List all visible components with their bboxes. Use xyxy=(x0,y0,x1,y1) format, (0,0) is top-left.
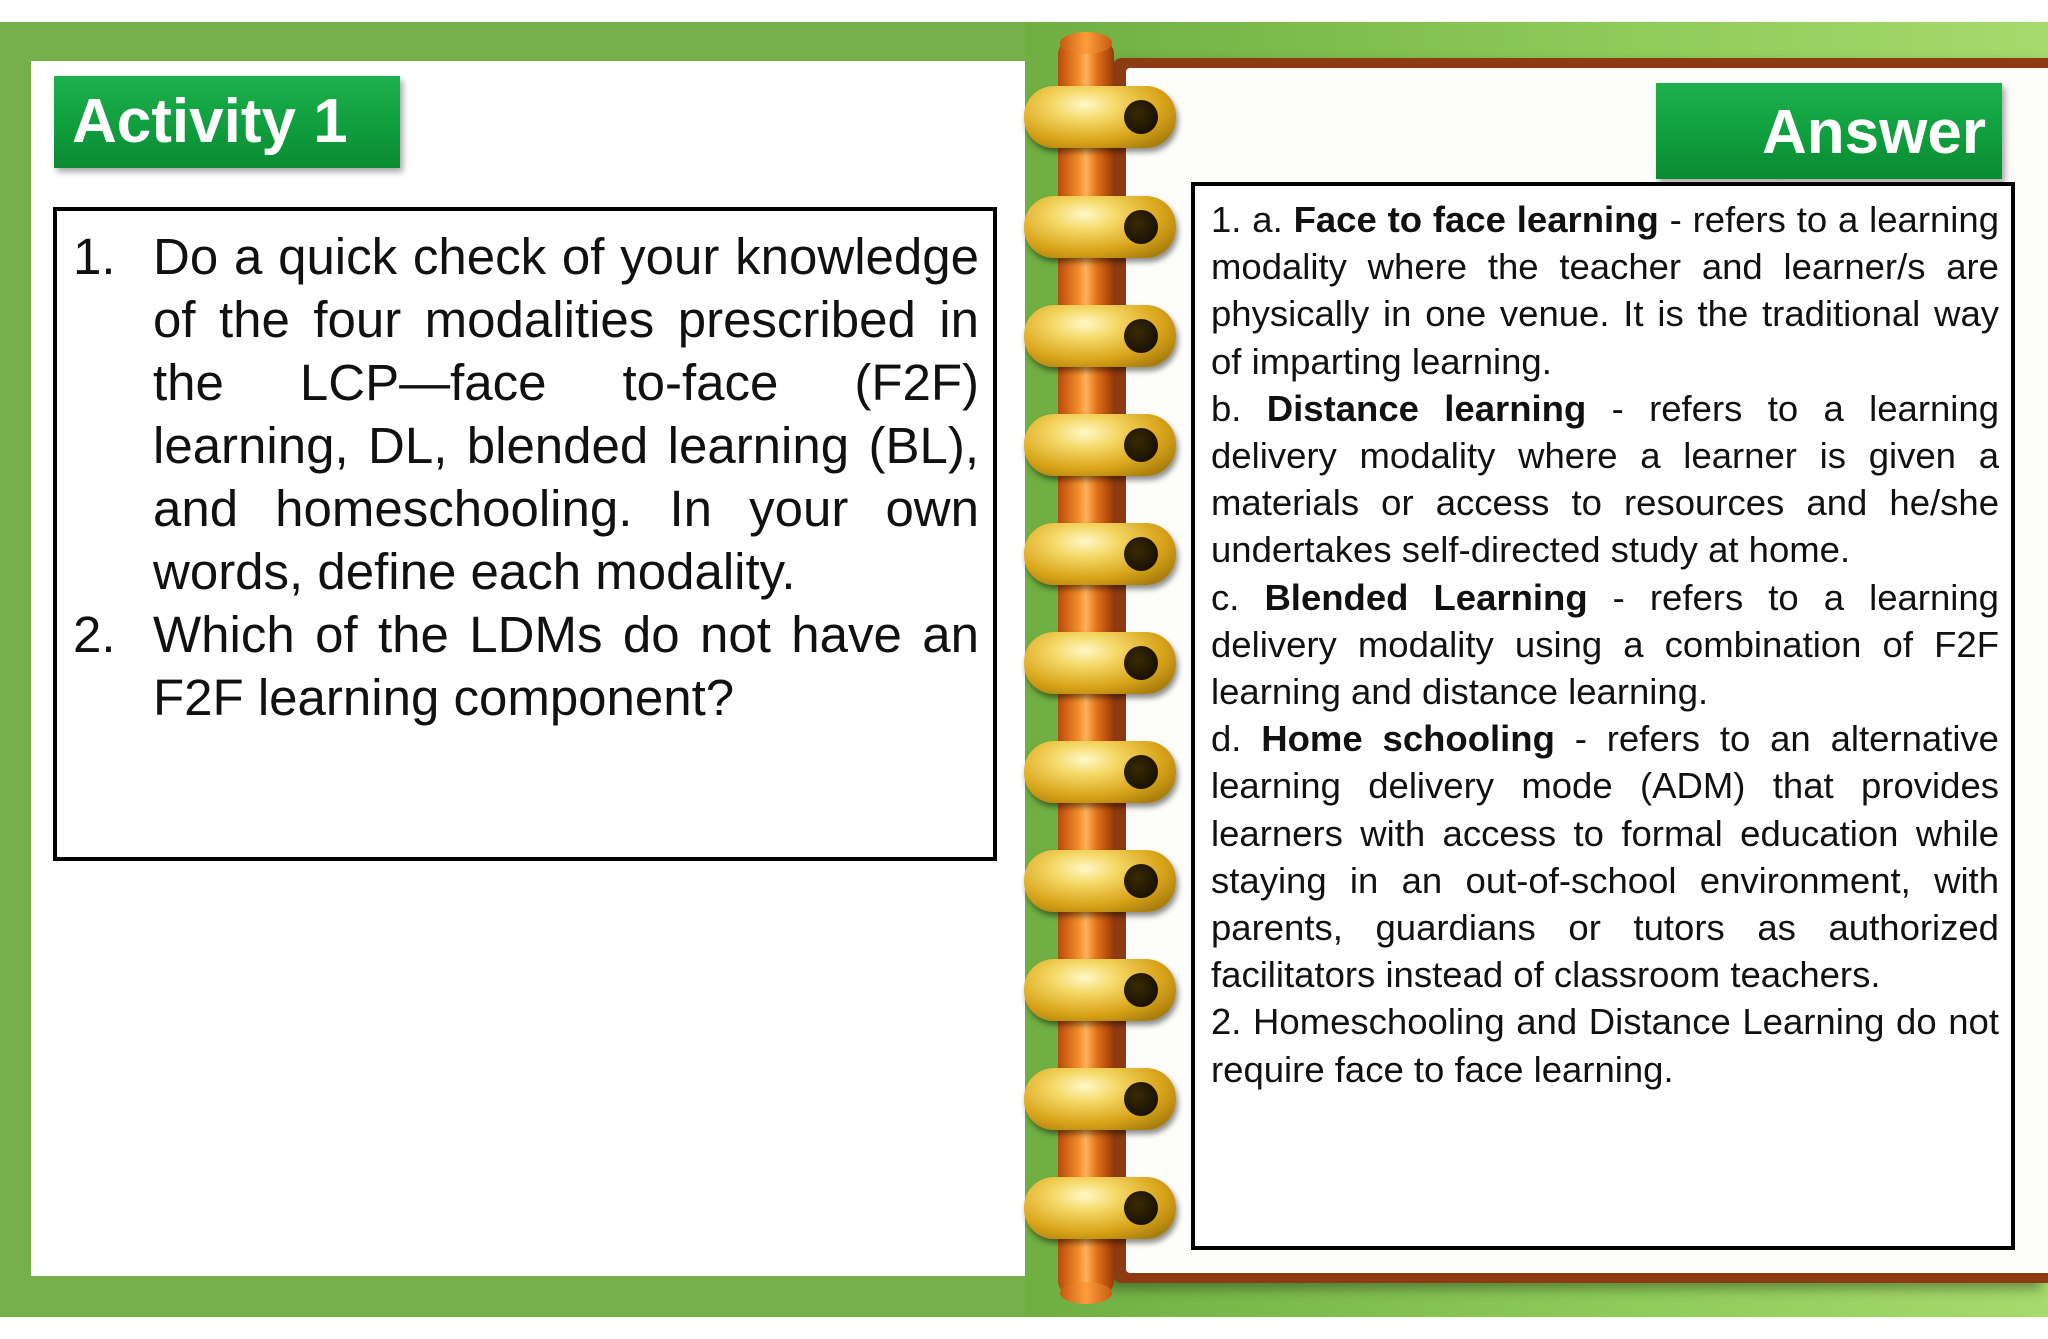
answer-item-blended xyxy=(1211,574,1999,716)
answer-item-distance xyxy=(1211,385,1999,574)
question-text: Do a quick check of your knowledge of the four modalities prescribed in the LCP—face to-face (F2F) learning, DL, blended learning (BL), and homeschooling. In your own words, define each modality. xyxy=(153,228,979,600)
answer-item-question-2 xyxy=(1211,998,1999,1092)
question-item xyxy=(73,225,979,603)
question-number: 1. xyxy=(73,228,116,285)
answer-item-face-to-face xyxy=(1211,196,1999,385)
answer-definition: 2. Homeschooling and Distance Learning do not require face to face learning. xyxy=(1211,1001,1999,1090)
binder-ring-icon xyxy=(1024,1068,1176,1130)
activity-title-badge: Activity 1 xyxy=(54,76,400,168)
binder-ring-icon xyxy=(1024,305,1176,367)
question-text: Which of the LDMs do not have an F2F learning component? xyxy=(153,606,979,726)
answer-prefix: 1. a. xyxy=(1211,199,1294,240)
question-box xyxy=(53,207,997,861)
answer-prefix: b. xyxy=(1211,387,1267,429)
answer-definition: - refers to a learning delivery modality where a learner is given a materials or access to resources and he/she undertakes self-directed study at home. xyxy=(1211,387,1999,571)
question-number: 2. xyxy=(73,606,116,663)
answer-box xyxy=(1191,182,2015,1250)
answer-term: Home schooling xyxy=(1261,718,1555,760)
binder-ring-icon xyxy=(1024,414,1176,476)
binder-ring-icon xyxy=(1024,632,1176,694)
binder-ring-icon xyxy=(1024,850,1176,912)
binder-ring-icon xyxy=(1024,523,1176,585)
binder-ring-icon xyxy=(1024,1177,1176,1239)
question-list xyxy=(73,225,979,729)
binder-spine-top-cap xyxy=(1060,32,1112,54)
question-item xyxy=(73,603,979,729)
answer-item-homeschooling xyxy=(1211,715,1999,998)
answer-term: Distance learning xyxy=(1266,387,1587,429)
answer-term: Blended Learning xyxy=(1264,576,1588,618)
binder-spine-bottom-cap xyxy=(1060,1282,1112,1304)
answer-definition: - refers to an alternative learning delivery mode (ADM) that provides learners with access to formal education while staying in an out-of-school environment, with parents, guardians or tutors as authorized facilitators instead of classroom teachers. xyxy=(1211,718,1999,996)
answer-term: Face to face learning xyxy=(1293,199,1659,240)
answer-title-badge: Answer xyxy=(1656,83,2002,179)
answer-prefix: c. xyxy=(1211,576,1265,618)
answer-definition: - refers to a learning delivery modality using a combination of F2F learning and distance learning. xyxy=(1211,576,1999,713)
answer-definition: - refers to a learning modality where the teacher and learner/s are physically in one venue. It is the traditional way of imparting learning. xyxy=(1211,199,1999,382)
binder-ring-icon xyxy=(1024,196,1176,258)
binder-ring-icon xyxy=(1024,741,1176,803)
binder-ring-icon xyxy=(1024,959,1176,1021)
answer-prefix: d. xyxy=(1211,718,1262,760)
binder-ring-icon xyxy=(1024,86,1176,148)
